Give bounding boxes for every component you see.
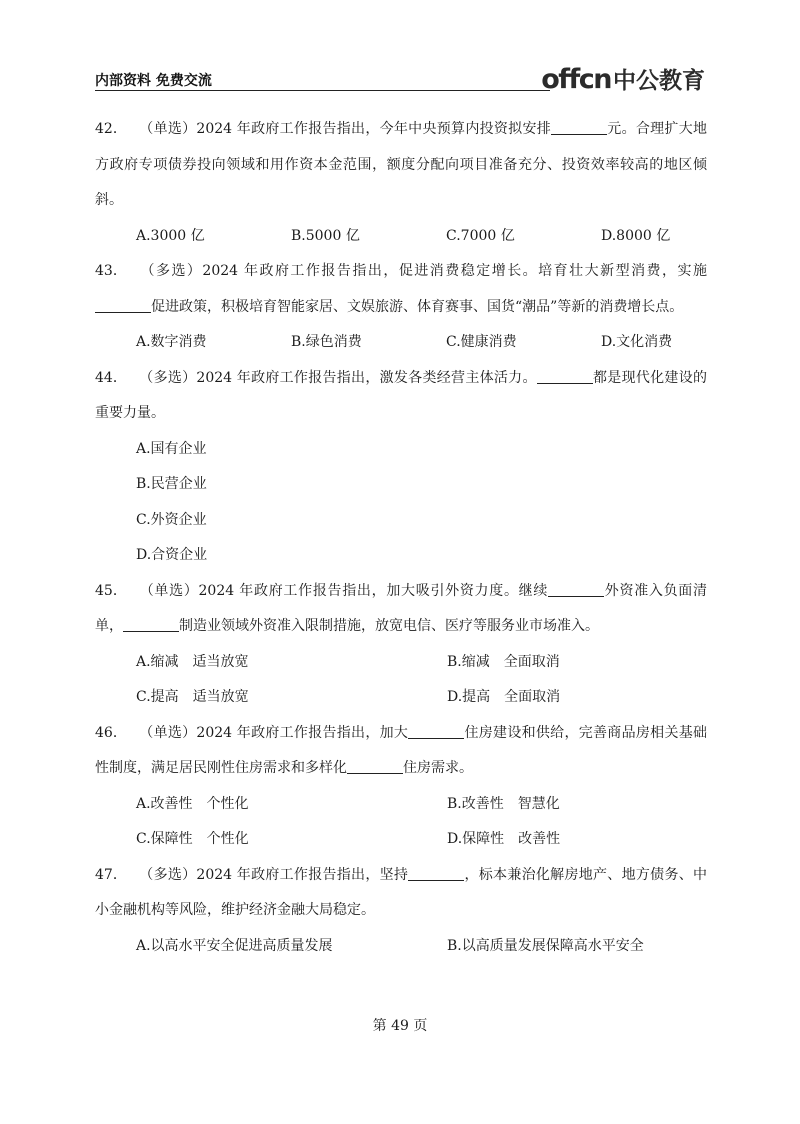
options-row bbox=[95, 325, 707, 361]
option-c: C.健康消费 bbox=[446, 334, 517, 350]
question-number: 45． bbox=[95, 582, 127, 599]
question-number: 46． bbox=[95, 724, 127, 741]
options-row bbox=[95, 822, 707, 858]
answer-blank bbox=[537, 369, 593, 384]
option-c: C.提高 适当放宽 bbox=[136, 689, 249, 705]
option-c: C.外资企业 bbox=[136, 511, 207, 528]
answer-blank bbox=[408, 724, 464, 739]
question-text: ，标本兼治化解房地产、地方债务、中小金融机构等风险，维护经济金融大局稳定。 bbox=[95, 866, 708, 918]
option-b: B.绿色消费 bbox=[291, 334, 362, 350]
question-42 bbox=[95, 112, 707, 219]
option-d: D.保障性 改善性 bbox=[447, 831, 561, 847]
options-row bbox=[95, 680, 707, 716]
answer-blank bbox=[95, 298, 151, 313]
question-text: 外资准入负面清单， bbox=[95, 582, 708, 634]
question-text: （多选）2024 年政府工作报告指出，坚持 bbox=[139, 866, 409, 883]
answer-blank bbox=[408, 866, 464, 881]
option-b: B.民营企业 bbox=[136, 476, 207, 492]
page-header bbox=[95, 60, 705, 94]
option-b: B.缩减 全面取消 bbox=[447, 653, 560, 670]
option-a: A.3000 亿 bbox=[136, 227, 205, 244]
option-b: B.改善性 智慧化 bbox=[447, 795, 560, 812]
options-row bbox=[95, 929, 707, 965]
option-a: A.数字消费 bbox=[136, 334, 207, 350]
offcn-logo bbox=[541, 62, 705, 95]
question-text: （多选）2024 年政府工作报告指出，促进消费稳定增长。培育壮大新型消费，实施 bbox=[139, 263, 707, 279]
option-a: A.缩减 适当放宽 bbox=[136, 653, 249, 670]
option-d: D.合资企业 bbox=[136, 547, 208, 563]
question-text: 促进政策，积极培育智能家居、文娱旅游、体育赛事、国货“潮品”等新的消费增长点。 bbox=[151, 298, 684, 315]
option-c: C.保障性 个性化 bbox=[136, 831, 249, 847]
question-number: 42． bbox=[95, 121, 127, 137]
question-text: 元。合理扩大地方政府专项债券投向领域和用作资本金范围，额度分配向项目准备充分、投资效率较高的地区倾斜。 bbox=[95, 121, 707, 208]
page-number: 第 49 页 bbox=[372, 1018, 428, 1034]
option-d: D.提高 全面取消 bbox=[447, 689, 561, 705]
option-a: A.以高水平安全促进高质量发展 bbox=[136, 937, 333, 954]
question-text: （多选）2024 年政府工作报告指出，激发各类经营主体活力。 bbox=[139, 369, 537, 386]
header-note: 内部资料 免费交流 bbox=[95, 73, 212, 89]
answer-blank bbox=[123, 617, 179, 632]
option-c: C.7000 亿 bbox=[446, 227, 515, 244]
option-b: B.5000 亿 bbox=[291, 227, 360, 244]
header-rule bbox=[95, 90, 550, 91]
logo-cn: 中公教育 bbox=[613, 68, 705, 94]
option-b: B.以高质量发展保障高水平安全 bbox=[447, 937, 644, 954]
question-number: 43． bbox=[95, 263, 127, 279]
question-list bbox=[95, 112, 707, 964]
options-row bbox=[95, 787, 707, 823]
option-d: D.8000 亿 bbox=[601, 227, 671, 244]
question-43 bbox=[95, 254, 707, 325]
option-d: D.文化消费 bbox=[601, 334, 673, 350]
question-number: 44． bbox=[95, 369, 127, 386]
options-row bbox=[95, 645, 707, 681]
question-text: 住房需求。 bbox=[403, 760, 473, 776]
answer-blank bbox=[551, 120, 607, 135]
question-text: （单选）2024 年政府工作报告指出，加大 bbox=[139, 724, 409, 741]
logo-latin: offcn bbox=[541, 64, 611, 95]
question-47 bbox=[95, 858, 707, 929]
option-a: A.国有企业 bbox=[136, 440, 207, 457]
question-45 bbox=[95, 574, 707, 645]
question-number: 47． bbox=[95, 866, 127, 883]
question-text: （单选）2024 年政府工作报告指出，今年中央预算内投资拟安排 bbox=[139, 121, 552, 137]
question-text: 都是现代化建设的重要力量。 bbox=[95, 369, 708, 421]
answer-blank bbox=[347, 759, 403, 774]
answer-blank bbox=[548, 582, 604, 597]
options-row bbox=[95, 219, 707, 255]
question-44 bbox=[95, 361, 707, 432]
question-text: 制造业领域外资准入限制措施，放宽电信、医疗等服务业市场准入。 bbox=[179, 618, 599, 634]
question-text: （单选）2024 年政府工作报告指出，加大吸引外资力度。继续 bbox=[139, 582, 549, 599]
option-a: A.改善性 个性化 bbox=[136, 795, 249, 812]
question-text: 住房建设和供给，完善商品房相关基础性制度，满足居民刚性住房需求和多样化 bbox=[95, 724, 708, 776]
question-46 bbox=[95, 716, 707, 787]
